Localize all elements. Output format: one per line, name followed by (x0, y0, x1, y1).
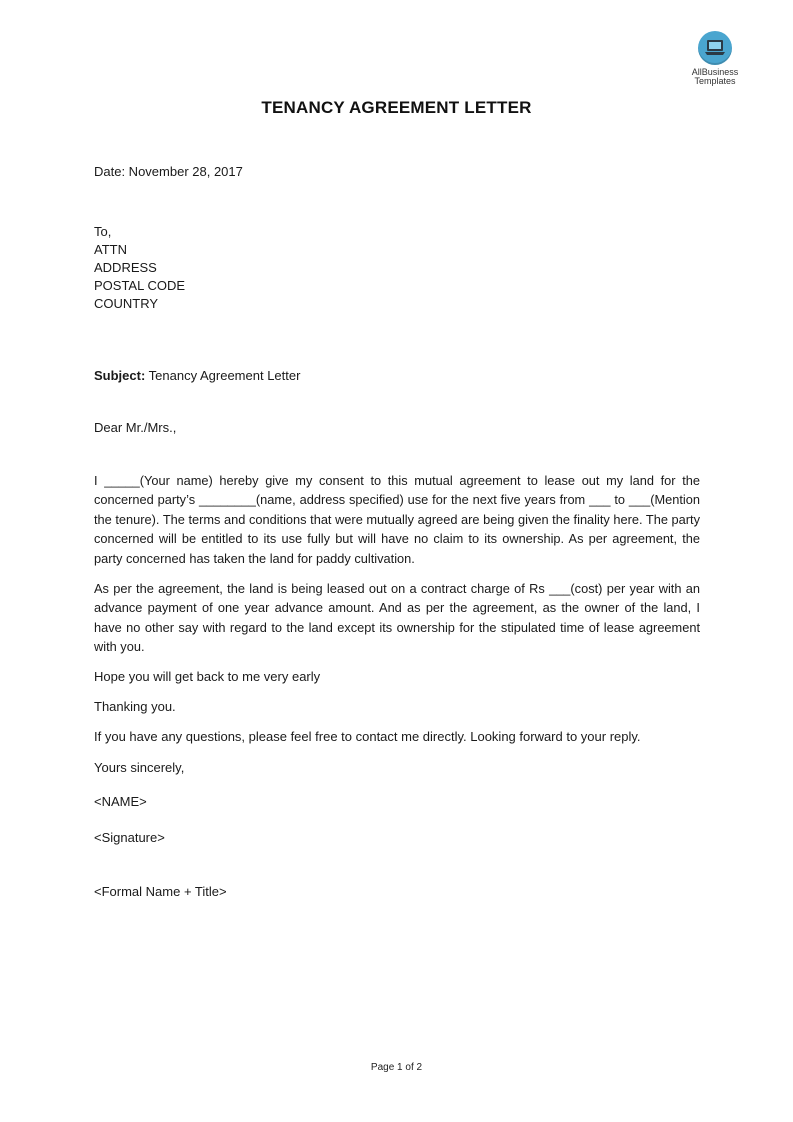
page-number: Page 1 of 2 (370, 1062, 423, 1073)
salutation (94, 419, 700, 437)
laptop-icon (698, 31, 732, 65)
recipient-attn: ATTN (94, 242, 127, 257)
recipient-postal-code: POSTAL CODE (94, 278, 186, 293)
date-text: Date: November 28, 2017 (94, 164, 243, 179)
document-title: TENANCY AGREEMENT LETTER (261, 98, 532, 117)
closing-line: Yours sincerely, (94, 760, 185, 775)
body-paragraph-2: As per the agreement, the land is being leased out on a contract charge of Rs ___(cost) per year with an advance payment of one year advance amount. And as per the agreement, as the owner of the land, I have no other say with regard to the land except its ownership for the stipulated time of lease agreement with you. (94, 581, 700, 655)
logo-text-line2: Templates (694, 76, 736, 86)
recipient-address: ADDRESS (94, 260, 157, 275)
subject-label: Subject: (94, 368, 146, 383)
recipient-block (94, 223, 700, 313)
body-paragraph-1: I _____(Your name) hereby give my consent to this mutual agreement to lease out my land for the concerned party’s ________(name, address specified) use for the next five years from ___ to ___(Mention the tenure). The terms and conditions that were mutually agreed are being given the finality here. The party concerned will be entitled to its use fully but will have no claim to its ownership. As per agreement, the party concerned has taken the land for paddy cultivation. (94, 473, 700, 566)
formal-name-placeholder: <Formal Name + Title> (94, 884, 227, 899)
hope-line: Hope you will get back to me very early (94, 669, 321, 684)
subject-text: Tenancy Agreement Letter (145, 368, 301, 383)
name-placeholder: <NAME> (94, 794, 147, 809)
recipient-to: To, (94, 224, 112, 239)
recipient-country: COUNTRY (94, 296, 159, 311)
signature-placeholder: <Signature> (94, 830, 165, 845)
questions-line: If you have any questions, please feel free to contact me directly. Looking forward to your reply. (94, 729, 641, 744)
subject-line (94, 367, 700, 385)
salutation-text: Dear Mr./Mrs., (94, 420, 177, 435)
brand-logo (684, 31, 746, 86)
date-line (94, 163, 700, 181)
thanks-line: Thanking you. (94, 699, 176, 714)
logo-text-line1: AllBusiness (691, 67, 739, 77)
